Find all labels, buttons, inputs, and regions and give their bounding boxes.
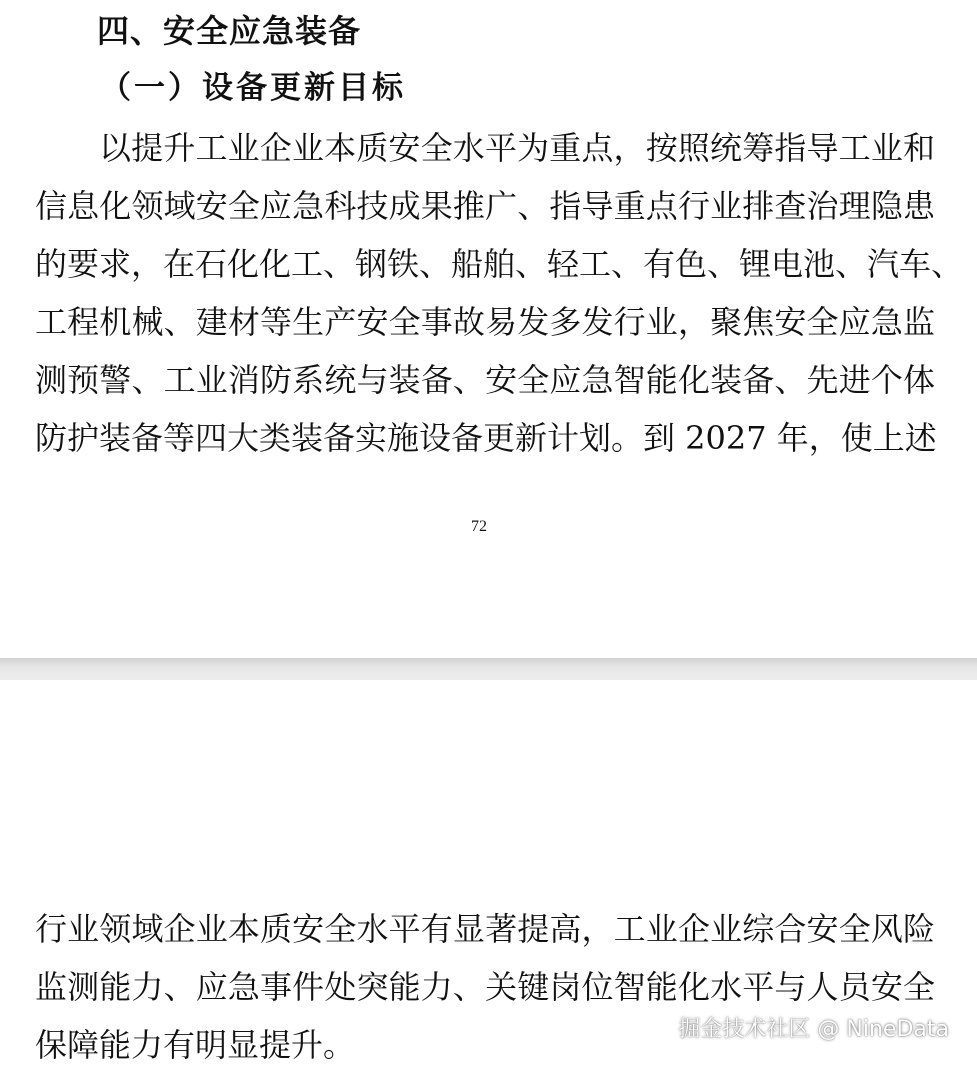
- paragraph-line: 测预警、工业消防系统与装备、安全应急智能化装备、先进个体: [35, 361, 935, 399]
- paragraph-line: 的要求，在石化化工、钢铁、船舶、轻工、有色、锂电池、汽车、: [35, 245, 964, 283]
- paragraph-line: 行业领域企业本质安全水平有显著提高，工业企业综合安全风险: [35, 910, 935, 948]
- paragraph-line: 以提升工业企业本质安全水平为重点，按照统筹指导工业和: [99, 129, 935, 167]
- paragraph-line: 信息化领域安全应急科技成果推广、指导重点行业排查治理隐患: [35, 187, 935, 225]
- page-number: 72: [471, 518, 487, 535]
- document-page-73: [0, 680, 977, 1068]
- paragraph-line: 防护装备等四大类装备实施设备更新计划。到 2027 年，使上述: [35, 419, 937, 457]
- section-heading: 四、安全应急装备: [97, 12, 362, 50]
- paragraph: [35, 119, 964, 467]
- paragraph-continued: [35, 900, 935, 1074]
- page-separator: [0, 658, 977, 680]
- subsection-heading: （一）设备更新目标: [100, 70, 406, 106]
- paragraph-line: 保障能力有明显提升。: [35, 1026, 356, 1064]
- paragraph-line: 工程机械、建材等生产安全事故易发多发行业，聚焦安全应急监: [35, 303, 935, 341]
- watermark: 掘金技术社区 @ NineData: [678, 1017, 949, 1042]
- paragraph-line: 监测能力、应急事件处突能力、关键岗位智能化水平与人员安全: [35, 968, 935, 1006]
